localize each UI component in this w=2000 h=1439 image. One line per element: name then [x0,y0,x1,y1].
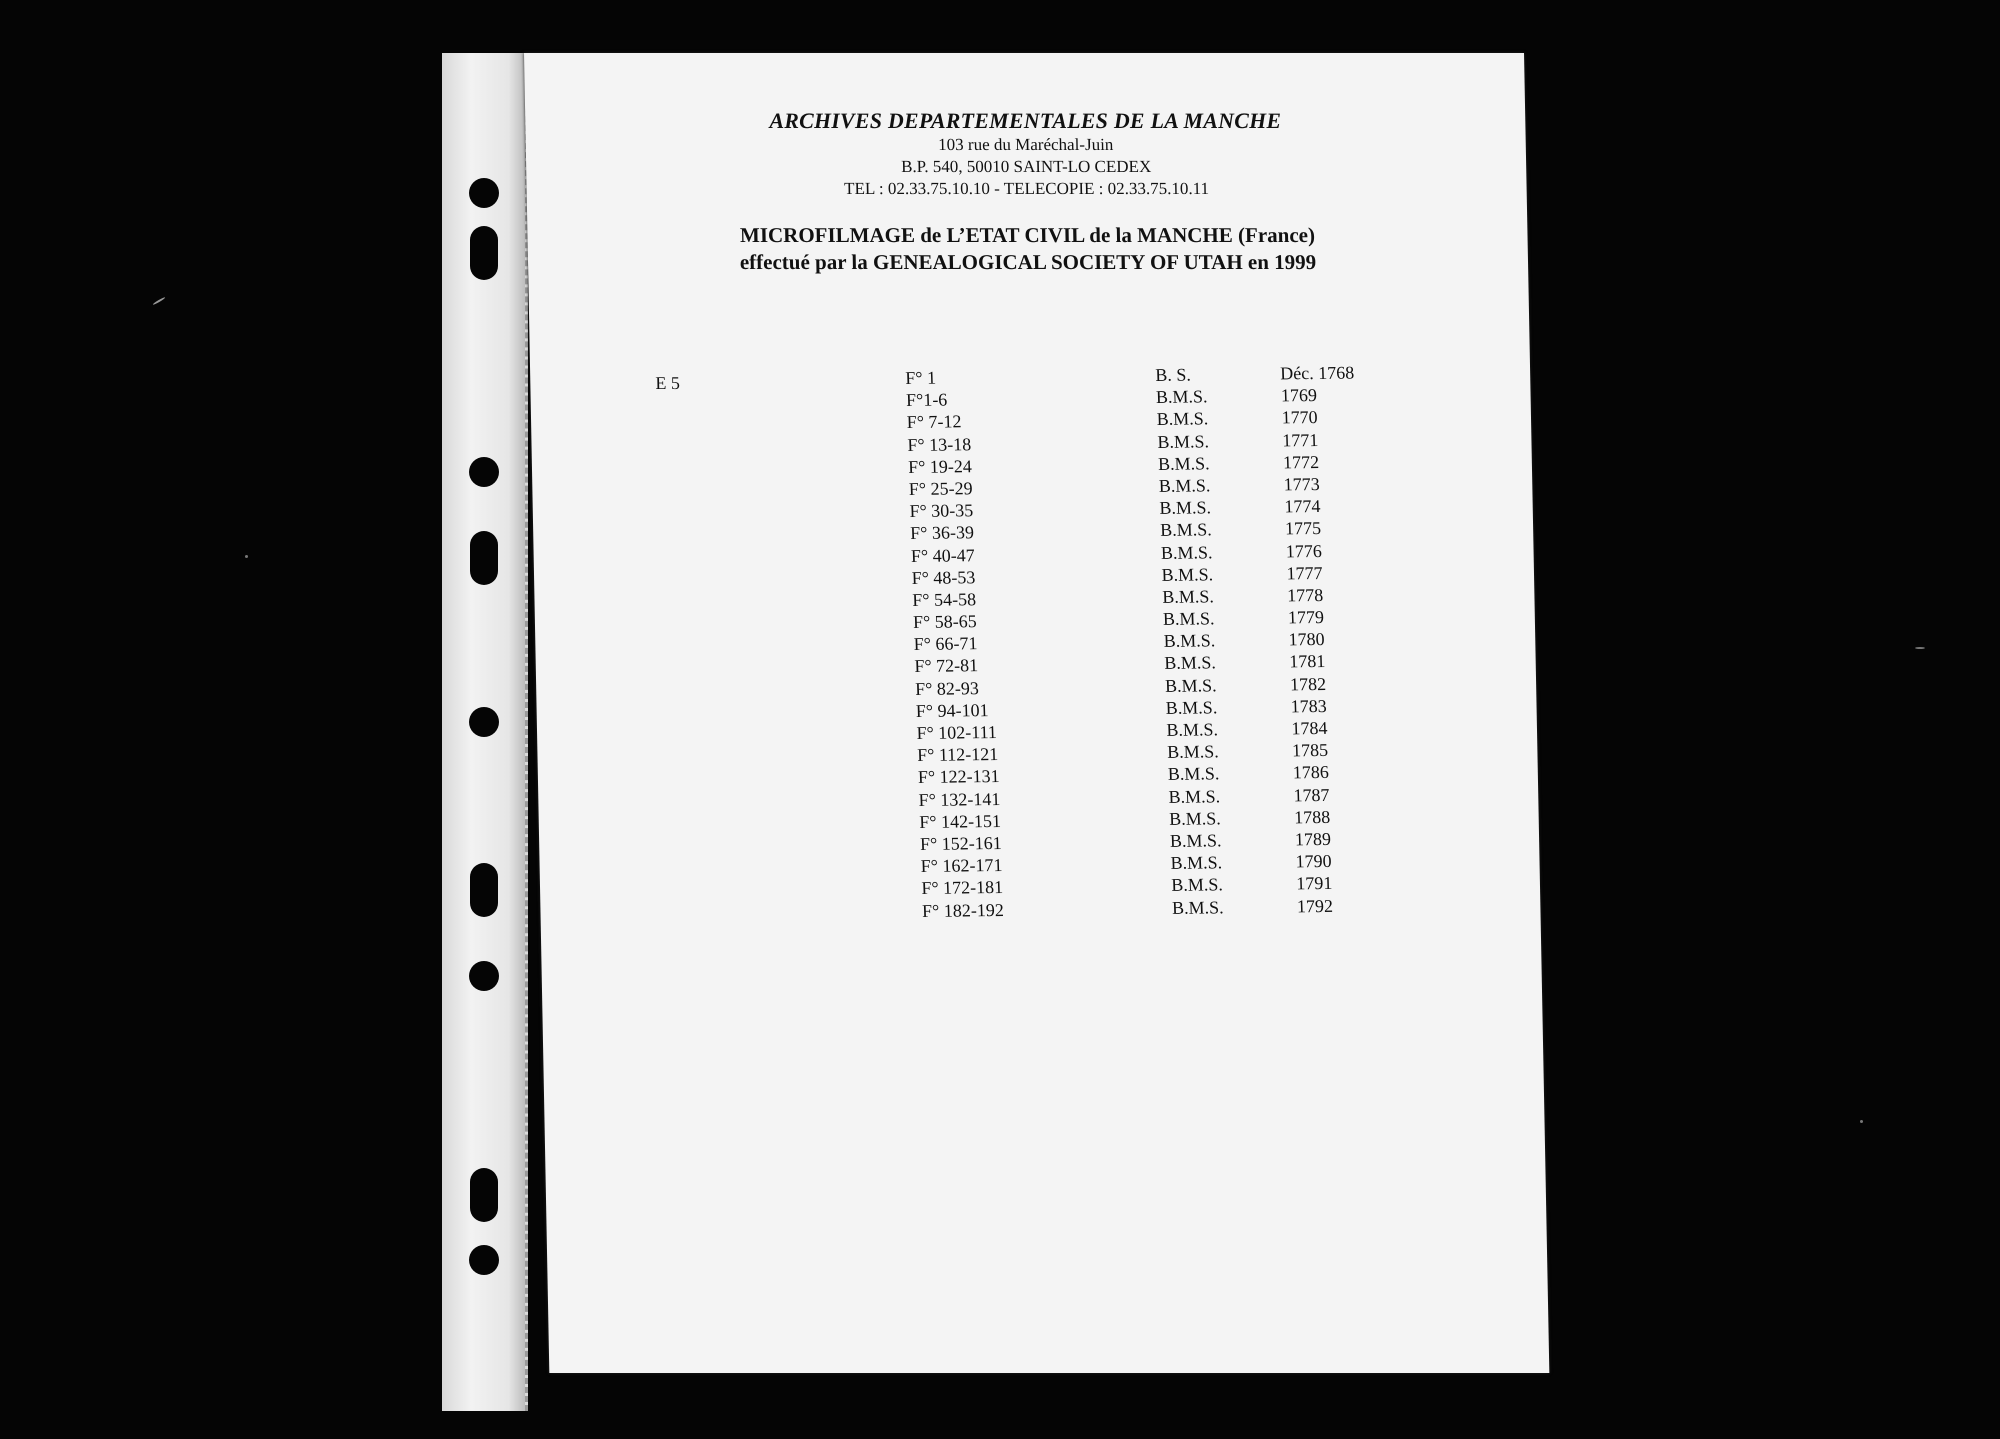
act-type-cell: B.M.S. [1156,408,1209,430]
act-type-cell: B.M.S. [1167,763,1220,785]
act-type-cell: B.M.S. [1168,808,1222,829]
act-type-cell: B.M.S. [1157,453,1210,474]
film-speck [1860,1120,1863,1123]
folio-cell: F° 25-29 [908,478,973,499]
act-type-cell: B.M.S. [1157,430,1210,452]
folio-cell: F° 54-58 [912,589,977,610]
year-cell: 1779 [1287,607,1325,628]
year-cell: 1770 [1281,407,1318,428]
folio-cell: F° 142-151 [918,810,1002,832]
microfilm-line-1: MICROFILMAGE de L’ETAT CIVIL de la MANCHE (France) [739,223,1316,247]
year-cell: 1773 [1283,473,1321,495]
act-type-cell: B.M.S. [1164,652,1217,674]
act-type-cell: B.M.S. [1169,830,1222,851]
folio-cell: F° 48-53 [911,566,976,588]
phone-line: TEL : 02.33.75.10.10 - TELECOPIE : 02.33.75.10.11 [843,179,1210,198]
year-cell: 1772 [1282,451,1320,473]
act-type-cell: B.M.S. [1159,519,1212,541]
year-cell: 1787 [1293,784,1330,805]
year-cell: 1775 [1284,518,1322,539]
act-type-cell: B. S. [1154,364,1192,385]
folio-cell: F° 102-111 [916,721,998,743]
folio-cell: F° 30-35 [909,500,974,522]
act-type-cell: B.M.S. [1162,608,1215,629]
folio-cell: F° 58-65 [912,611,978,633]
year-cell: 1789 [1294,828,1332,850]
folio-cell: F° 40-47 [910,544,975,566]
letterhead [525,108,1528,276]
folio-cell: F° 162-171 [920,855,1003,877]
year-cell: 1792 [1296,895,1334,916]
document-page [524,53,1549,1373]
punch-hole [470,226,498,280]
folio-cell: F° 82-93 [914,677,980,699]
folio-cell: F° 66-71 [913,633,978,655]
folio-cell: F° 152-161 [919,832,1002,854]
year-cell: 1769 [1280,385,1318,406]
microfilm-heading [527,222,1528,276]
act-type-cell: B.M.S. [1171,896,1224,918]
year-cell: 1782 [1289,673,1327,695]
punched-sleeve-strip [442,53,528,1411]
year-cell: 1784 [1291,717,1328,739]
punch-hole [469,707,499,737]
punch-hole [470,863,498,917]
act-type-cell: B.M.S. [1160,541,1213,563]
year-cell: 1774 [1284,496,1321,517]
year-cell: 1788 [1293,806,1331,828]
year-cell: 1785 [1291,740,1329,761]
punch-hole [470,531,498,585]
punch-hole [470,1168,498,1222]
year-cell: 1790 [1295,851,1332,872]
folio-cell: F° 94-101 [915,699,989,721]
folio-cell: F° 36-39 [909,522,975,544]
film-speck [245,555,248,558]
act-type-cell: B.M.S. [1155,386,1208,408]
folio-cell: F° 172-181 [921,877,1004,899]
folio-cell: F° 13-18 [907,433,972,455]
folio-cell: F° 112-121 [916,744,999,766]
act-type-cell: B.M.S. [1161,586,1215,607]
punch-hole [469,457,499,487]
year-cell: 1780 [1288,629,1325,650]
folio-cell: F° 182-192 [921,899,1005,921]
punch-hole [469,1245,499,1275]
address-line-2: B.P. 540, 50010 SAINT-LO CEDEX [900,157,1152,176]
register-table [905,362,1442,923]
year-cell: 1783 [1290,695,1328,717]
year-cell: 1771 [1282,429,1319,450]
punch-hole [469,178,499,208]
film-speck [152,297,165,306]
act-type-cell: B.M.S. [1170,852,1223,874]
folio-cell: F° 1 [905,367,937,388]
folio-cell: F° 122-131 [917,766,1000,788]
year-cell: 1781 [1288,651,1326,672]
year-cell: 1777 [1286,562,1323,584]
archive-title: ARCHIVES DEPARTEMENTALES DE LA MANCHE [769,108,1282,133]
folio-cell: F° 72-81 [914,655,979,677]
punch-hole [469,961,499,991]
year-cell: 1791 [1295,873,1333,894]
register-reference: E 5 [655,373,681,393]
folio-cell: F° 132-141 [918,788,1001,810]
address-line-1: 103 rue du Maréchal-Juin [937,135,1114,154]
year-cell: Déc. 1768 [1279,362,1355,384]
act-type-cell: B.M.S. [1158,475,1211,496]
year-cell: 1776 [1285,540,1323,561]
folio-cell: F° 19-24 [907,455,973,477]
act-type-cell: B.M.S. [1165,697,1218,718]
act-type-cell: B.M.S. [1161,563,1214,585]
act-type-cell: B.M.S. [1159,497,1212,519]
act-type-cell: B.M.S. [1166,719,1219,740]
folio-cell: F° 7-12 [906,411,962,433]
year-cell: 1778 [1286,584,1324,606]
film-speck [1915,647,1925,649]
folio-cell: F°1-6 [905,389,948,411]
microfilm-line-2: effectué par la GENEALOGICAL SOCIETY OF UTAH en 1999 [739,250,1317,274]
year-cell: 1786 [1292,762,1330,783]
act-type-cell: B.M.S. [1168,785,1221,807]
act-type-cell: B.M.S. [1166,741,1219,763]
act-type-cell: B.M.S. [1164,674,1217,696]
act-type-cell: B.M.S. [1171,874,1224,896]
act-type-cell: B.M.S. [1163,630,1216,652]
